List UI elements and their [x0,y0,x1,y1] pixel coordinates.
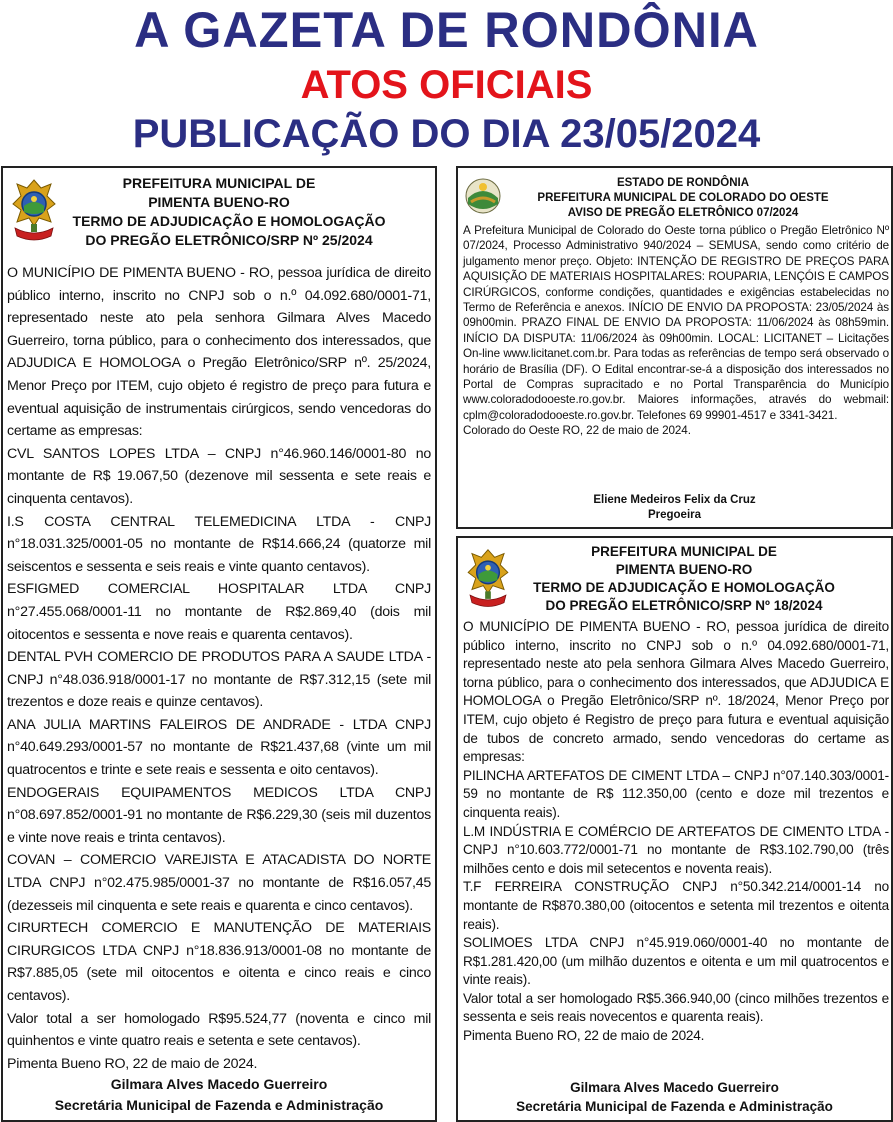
notice-body [7,262,431,1075]
paragraph: PILINCHA ARTEFATOS DE CIMENT LTDA – CNPJ n°07.140.303/0001-59 no montante de R$ 112.350,00 (cento e doze mil trezentos e cinquenta reais). [463,767,889,820]
notice-title: PREFEITURA MUNICIPAL DE PIMENTA BUENO-RO TERMO DE ADJUDICAÇÃO E HOMOLOGAÇÃO DO PREGÃO ELETRÔNICO/SRP Nº 18/2024 [533,544,835,613]
paragraph: ENDOGERAIS EQUIPAMENTOS MEDICOS LTDA CNPJ n°08.697.852/0001-91 no montante de R$6.229,30 (seis mil duzentos e vinte nove reais e trinta centavos). [7,784,431,846]
signer-role: Secretária Municipal de Fazenda e Administração [516,1099,833,1114]
signer-name: Gilmara Alves Macedo Guerreiro [570,1080,779,1095]
paragraph: Pimenta Bueno RO, 22 de maio de 2024. [463,1028,705,1044]
signer-role: Secretária Municipal de Fazenda e Administração [54,1097,384,1113]
paragraph: O MUNICÍPIO DE PIMENTA BUENO - RO, pessoa jurídica de direito público interno, inscrito no CNPJ sob o n.º 04.092.680/0001-71, representado neste ato pela senhora Gilmara Alves Macedo Guerreiro, torna público, para o conhecimento dos interessados, que ADJUDICA E HOMOLOGA o Pregão Eletrônico/SRP nº. 25/2024, Menor Preço por ITEM, cujo objeto é registro de preço para futura e eventual aquisição de instrumentais cirúrgicos, sendo vencedoras do certame as empresas: [7,265,431,440]
notice-body [463,618,889,1046]
publication-date: PUBLICAÇÃO DO DIA 23/05/2024 [132,112,761,156]
paragraph: SOLIMOES LTDA CNPJ n°45.919.060/0001-40 no montante de R$1.281.420,00 (um milhão duzentos e oitenta e um mil quatrocentos e vinte reais). [463,935,889,988]
paragraph: ANA JULIA MARTINS FALEIROS DE ANDRADE - LTDA CNPJ n°40.649.293/0001-57 no montante de R$21.437,68 (vinte um mil quatrocentos e trinte e sete reais e sessenta e oito centavos). [7,716,431,779]
signature-block [3,1074,435,1116]
paragraph: O MUNICÍPIO DE PIMENTA BUENO - RO, pessoa jurídica de direito público interno, inscrito no CNPJ sob o n.º 04.092.680/0001-71, representado neste ato pela senhora Gilmara Alves Macedo Guerreiro, torna público, para o conhecimento dos interessados, que ADJUDICA E HOMOLOGA o Pregão Eletrônico/SRP nº. 18/2024, Menor Preço por ITEM, cujo objeto é Registro de preço para futura e eventual aquisição de tubos de concreto armado, sendo vencedoras do certame as empresas: [463,619,889,765]
paragraph: ESFIGMED COMERCIAL HOSPITALAR LTDA CNPJ n°27.455.068/0001-11 no montante de R$2.869,40 (dois mil oitocentos e sessenta e nove reais e quarenta centavos). [7,581,431,643]
signature-block [458,493,891,523]
notice-pimenta-bueno-25-2024 [1,166,437,1122]
notice-title: ESTADO DE RONDÔNIA PREFEITURA MUNICIPAL DE COLORADO DO OESTE AVISO DE PREGÃO ELETRÔNICO 07/2024 [537,177,829,219]
paragraph: A Prefeitura Municipal de Colorado do Oeste torna público o Pregão Eletrônico Nº 07/2024, Processo Administrativo 940/2024 – SEMUSA, sendo como critério de julgamento menor preço. Objeto: INTENÇÃO DE REGISTRO DE PREÇOS PARA AQUISIÇÃO DE MATERIAIS HOSPITALARES: ROUPARIA, LENÇÓIS E CAMPOS CIRÚRGICOS, conforme condições, quantidades e exigências estabelecidas no Termo de Referência e anexos. INÍCIO DE ENVIO DA PROPOSTA: 23/05/2024 às 09h00min. PRAZO FINAL DE ENVIO DA PROPOSTA: 11/06/2024 às 08h59min. INÍCIO DA DISPUTA: 11/06/2024 às 09h00min. LOCAL: LICITANET – Licitações On-line www.licitanet.com.br. Para todas as referências de tempo será observado o horário de Brasília (DF). O Edital encontrar-se-á a disposição dos interessados no Portal de Compras supracitado e no Portal Transparência do Município www.coloradodooeste.ro.gov.br. Maiores informações, através do webmail: cplm@coloradodooeste.ro.gov.br. Telefones 69 99901-4517 e 3341-3421. [463,224,889,422]
paragraph: CVL SANTOS LOPES LTDA – CNPJ n°46.960.146/0001-80 no montante de R$ 19.067,50 (dezenove mil sessenta e sete reais e cinquenta centavos). [7,445,431,507]
paragraph: DENTAL PVH COMERCIO DE PRODUTOS PARA A SAUDE LTDA - CNPJ n°48.036.918/0001-17 no montante de R$7.312,15 (sete mil trezentos e doze reais e quinze centavos). [7,649,431,711]
signer-role: Pregoeira [647,509,702,521]
paragraph: Valor total a ser homologado R$95.524,77 (noventa e cinco mil quinhentos e vinte quatro reais e setenta e sete centavos). [7,1010,431,1050]
notice-body [463,223,889,439]
signer-name: Gilmara Alves Macedo Guerreiro [110,1076,328,1092]
paragraph: Pimenta Bueno RO, 22 de maio de 2024. [7,1055,258,1072]
paragraph: L.M INDÚSTRIA E COMÉRCIO DE ARTEFATOS DE CIMENTO LTDA - CNPJ n°10.603.772/0001-71 no montante de R$3.102.790,00 (três milhões cento e dois mil setecentos e noventa reais). [463,823,889,876]
paragraph: Valor total a ser homologado R$5.366.940,00 (cinco milhões trezentos e sessenta e seis reais novecentos e quarenta reais). [463,990,889,1025]
notice-pimenta-bueno-18-2024 [456,536,893,1122]
notice-colorado-do-oeste-07-2024 [456,166,893,529]
signature-block [458,1078,891,1116]
paragraph: CIRURTECH COMERCIO E MANUTENÇÃO DE MATERIAIS CIRURGICOS LTDA CNPJ n°18.836.913/0001-08 no montante de R$7.885,05 (sete mil oitocentos e oitenta e cinco reais e cinco centavos). [7,920,431,1004]
section-title: ATOS OFICIAIS [300,63,593,107]
paragraph: COVAN – COMERCIO VAREJISTA E ATACADISTA DO NORTE LTDA CNPJ n°02.475.985/0001-37 no montante de R$16.057,45 (dezesseis mil cinquenta e sete reais e quarenta e cinco centavos). [7,852,431,914]
notice-title: PREFEITURA MUNICIPAL DE PIMENTA BUENO-RO TERMO DE ADJUDICAÇÃO E HOMOLOGAÇÃO DO PREGÃO ELETRÔNICO/SRP Nº 25/2024 [72,175,386,248]
paragraph: T.F FERREIRA CONSTRUÇÃO CNPJ n°50.342.214/0001-14 no montante de R$870.380,00 (oitocentos e setenta mil trezentos e oitenta reais). [463,879,889,932]
newspaper-title: A GAZETA DE RONDÔNIA [134,2,759,58]
signer-name: Eliene Medeiros Felix da Cruz [593,494,756,506]
paragraph: I.S COSTA CENTRAL TELEMEDICINA LTDA - CNPJ n°18.031.325/0001-05 no montante de R$14.666,24 (quatorze mil seiscentos e sessenta e seis reais e vinte quanto centavos). [7,513,431,575]
paragraph: Colorado do Oeste RO, 22 de maio de 2024. [463,424,691,438]
